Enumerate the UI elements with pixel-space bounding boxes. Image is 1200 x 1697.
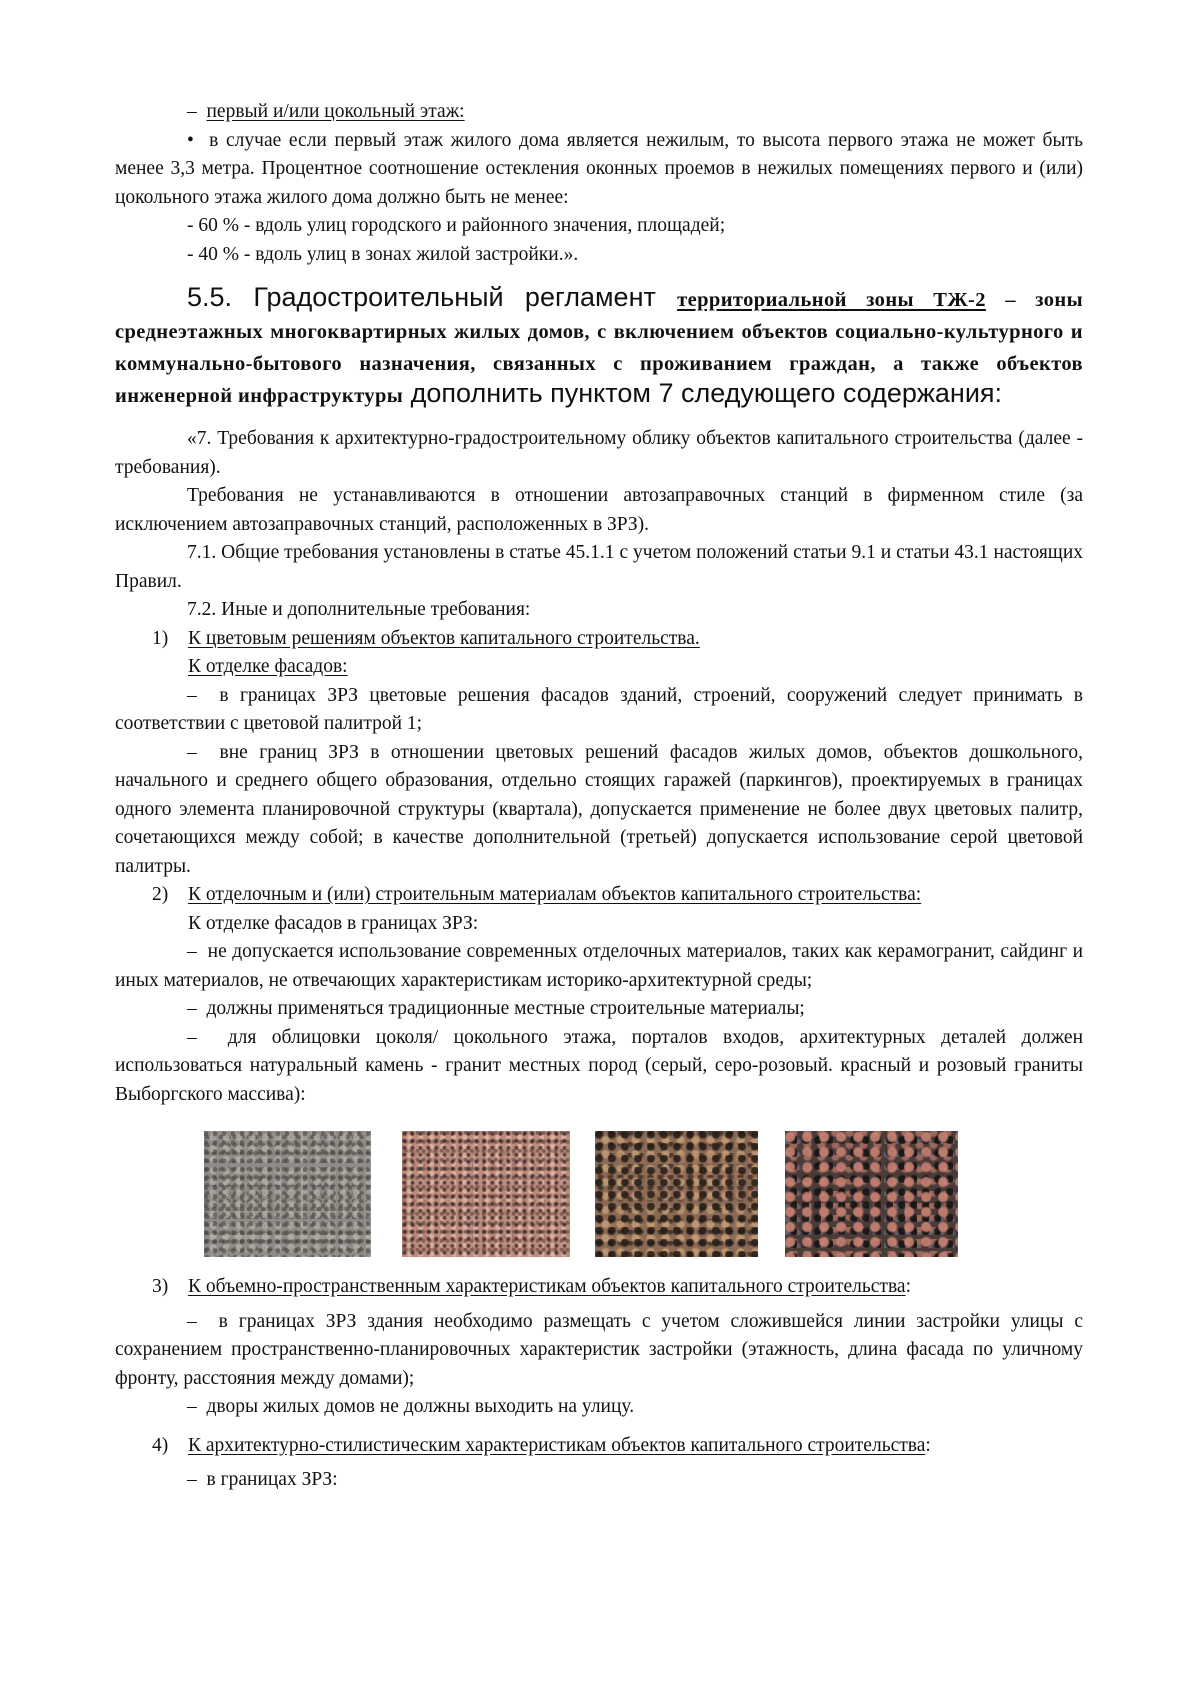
dash-mark: – xyxy=(187,101,197,122)
granite-sample-pink xyxy=(785,1131,958,1257)
dash-text: в границах ЗРЗ: xyxy=(206,1469,338,1490)
item-2-subheading: К отделке фасадов в границах ЗРЗ: xyxy=(188,912,479,934)
item-number: 3) xyxy=(152,1276,169,1297)
paragraph-7: «7. Требования к архитектурно-градостроительному облику объектов капитального строительства (далее - требования). xyxy=(115,428,1083,478)
item-title: К отделочным и (или) строительным материалам объектов капитального строительства: xyxy=(188,884,922,905)
item-1-dash-1 xyxy=(115,682,1083,739)
zone-title: территориальной зоны ТЖ-2 xyxy=(677,289,986,311)
item-1-dash-2 xyxy=(115,739,1083,882)
item-2-heading xyxy=(115,881,1083,910)
item-2-dash-3 xyxy=(115,1024,1083,1110)
item-2-dash-2 xyxy=(115,995,1083,1024)
item-2-dash-1 xyxy=(115,938,1083,995)
glazing-60-line: - 60 % - вдоль улиц городского и районного значения, площадей; xyxy=(187,215,726,236)
dash-line-first-floor xyxy=(115,98,1083,127)
dash-text: не допускается использование современных отделочных материалов, таких как керамогранит, сайдинг и иных материалов, не отвечающих характеристикам историко-архитектурной среды; xyxy=(115,941,1084,991)
item-number: 4) xyxy=(152,1434,169,1456)
paragraph-not-set: Требования не устанавливаются в отношении автозаправочных станций в фирменном стиле (за исключением автозаправочных станций, расположенных в ЗРЗ). xyxy=(115,485,1083,535)
bullet-icon: • xyxy=(187,129,194,151)
granite-sample-red xyxy=(595,1131,758,1257)
dash-mark: – xyxy=(187,941,197,962)
item-4-dash-1 xyxy=(115,1466,1083,1495)
dash-mark: – xyxy=(187,1469,197,1490)
item-number: 2) xyxy=(152,884,169,905)
dash-text: вне границ ЗРЗ в отношении цветовых решений фасадов жилых домов, объектов дошкольного, начального и среднего общего образования, отдельно стоящих гаражей (паркингов), проектируемых в границах одного элемента планировочной структуры (квартала), допускается применение не более двух цветовых палитр, сочетающихся между собой; в качестве дополнительной (третьей) допускается использование серой цветовой палитры. xyxy=(115,741,1083,877)
paragraph-7-1: 7.1. Общие требования установлены в статье 45.1.1 с учетом положений статьи 9.1 и статьи 43.1 настоящих Правил. xyxy=(115,542,1083,592)
dash-mark: – xyxy=(187,998,197,1019)
item-3-heading xyxy=(115,1273,1083,1302)
colon: : xyxy=(905,1276,911,1297)
dash-mark: – xyxy=(187,684,197,706)
item-3-dash-2 xyxy=(115,1393,1083,1422)
first-floor-heading: первый и/или цокольный этаж: xyxy=(206,101,465,122)
bullet-paragraph xyxy=(115,127,1083,213)
heading-suffix: дополнить пунктом 7 следующего содержания: xyxy=(403,378,1003,408)
dash-text: в границах ЗРЗ здания необходимо размещать с учетом сложившейся линии застройки улицы с сохранением пространственно-планировочных характеристик застройки (этажность, длина фасада по уличному фронту, расстояния между домами); xyxy=(115,1310,1084,1389)
section-heading xyxy=(115,283,1083,411)
bullet-text: в случае если первый этаж жилого дома является нежилым, то высота первого этажа не может быть менее 3,3 метра. Процентное соотношение остекления оконных проемов в нежилых помещениях первого и (или) цокольного этажа жилого дома должно быть не менее: xyxy=(115,129,1083,208)
item-title: К цветовым решениям объектов капитального строительства. xyxy=(188,627,700,649)
item-title: К объемно-пространственным характеристикам объектов капитального строительства xyxy=(188,1276,906,1297)
colon: : xyxy=(925,1434,931,1456)
granite-samples xyxy=(115,1121,1083,1269)
subheading-text: К отделке фасадов: xyxy=(188,656,348,677)
dash-text: должны применяться традиционные местные строительные материалы; xyxy=(206,998,805,1019)
document-page xyxy=(115,98,1083,1495)
dash-mark: – xyxy=(187,1310,197,1332)
dash-mark: – xyxy=(187,1396,197,1417)
dash-mark: – xyxy=(187,741,197,763)
granite-sample-gray xyxy=(204,1131,371,1257)
zone-description: – зоны среднеэтажных многоквартирных жилых домов, с включением объектов социально-культурного и коммунально-бытового назначения, связанных с проживанием граждан, а также объектов инженерной инфраструктуры xyxy=(115,289,1083,407)
item-3-dash-1 xyxy=(115,1308,1083,1394)
paragraph-7-2: 7.2. Иные и дополнительные требования: xyxy=(187,599,531,620)
granite-sample-gray-pink xyxy=(402,1131,570,1257)
item-number: 1) xyxy=(152,627,169,649)
item-title: К архитектурно-стилистическим характеристикам объектов капитального строительства xyxy=(188,1434,926,1456)
dash-text: для облицовки цоколя/ цокольного этажа, порталов входов, архитектурных деталей должен использоваться натуральный камень - гранит местных пород (серый, серо-розовый. красный и розовый граниты Выборгского массива): xyxy=(115,1026,1084,1105)
glazing-40-line: - 40 % - вдоль улиц в зонах жилой застройки.». xyxy=(187,243,579,265)
item-4-heading xyxy=(115,1432,1083,1461)
dash-mark: – xyxy=(187,1026,197,1048)
dash-text: дворы жилых домов не должны выходить на улицу. xyxy=(206,1396,635,1417)
dash-text: в границах ЗРЗ цветовые решения фасадов зданий, строений, сооружений следует принимать в соответствии с цветовой палитрой 1; xyxy=(115,684,1083,734)
item-1-heading xyxy=(115,625,1083,654)
heading-prefix: 5.5. Градостроительный регламент xyxy=(187,282,678,312)
item-1-subheading xyxy=(115,653,1083,682)
